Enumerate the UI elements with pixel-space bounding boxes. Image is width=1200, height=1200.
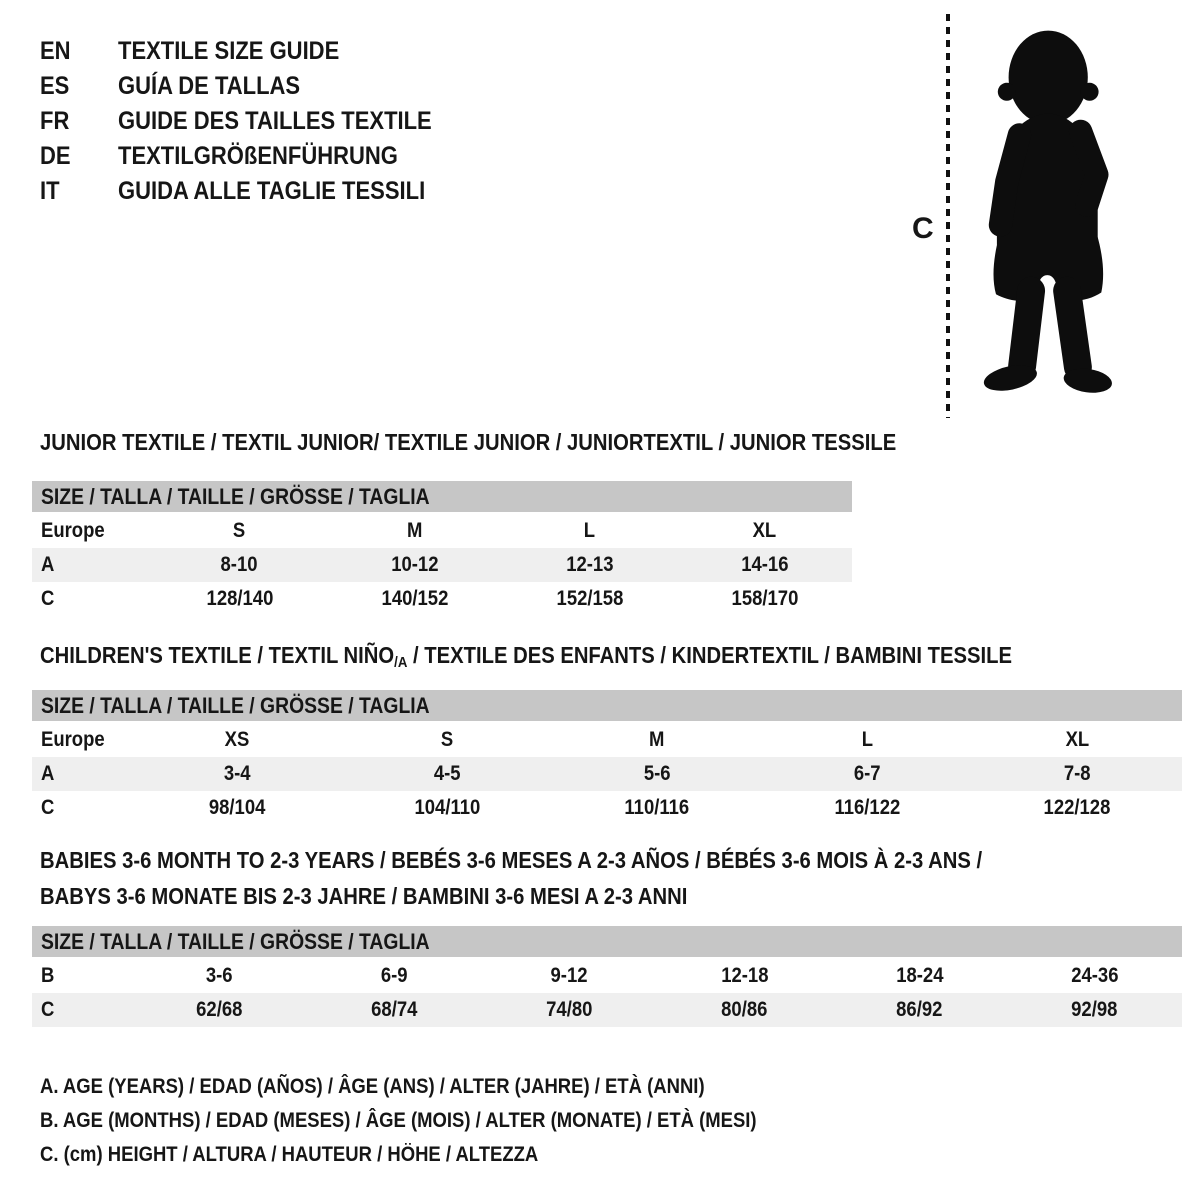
nino-a-subscript: /A (394, 654, 408, 671)
size-cell: M (406, 519, 423, 542)
language-code: IT (40, 177, 60, 205)
size-cell: S (440, 728, 454, 751)
size-cell: XL (752, 519, 777, 542)
value-cell: 74/80 (546, 998, 593, 1021)
value-cell: 122/128 (1043, 796, 1111, 819)
language-code: FR (40, 107, 70, 135)
size-table-header: SIZE / TALLA / TAILLE / GRÖSSE / TAGLIA (32, 926, 1182, 957)
table-row-height (32, 791, 1182, 825)
value-cell: 4-5 (433, 762, 461, 785)
value-cell: 92/98 (1071, 998, 1118, 1021)
language-row-it (40, 174, 475, 209)
value-cell: 3-6 (206, 964, 233, 987)
value-cell: 104/110 (414, 796, 480, 819)
value-cell: 9-12 (551, 964, 588, 987)
table-row-europe (32, 514, 852, 548)
value-cell: 158/170 (731, 587, 798, 610)
language-label: GUÍA DE TALLAS (118, 72, 301, 100)
row-label-cell: C (41, 796, 55, 819)
value-cell: 7-8 (1063, 762, 1091, 785)
children-size-table (32, 690, 1182, 825)
table-row-height (32, 582, 852, 616)
value-cell: 14-16 (740, 553, 789, 576)
table-row-age (32, 548, 852, 582)
row-label-cell: A (41, 762, 55, 785)
size-cell: M (649, 728, 665, 751)
value-cell: 152/158 (556, 587, 623, 610)
value-cell: 3-4 (223, 762, 251, 785)
size-cell: L (861, 728, 873, 751)
language-row-fr (40, 104, 475, 139)
language-list (40, 34, 475, 209)
legend-item-b: B. AGE (MONTHS) / EDAD (MESES) / ÂGE (MOIS) / ALTER (MONATE) / ETÀ (MESI) (40, 1109, 757, 1132)
language-code: DE (40, 142, 71, 170)
value-cell: 24-36 (1070, 964, 1119, 987)
value-cell: 86/92 (896, 998, 943, 1021)
language-code: ES (40, 72, 70, 100)
measure-label-c: C (912, 212, 934, 245)
language-code: EN (40, 37, 71, 65)
value-cell: 80/86 (721, 998, 768, 1021)
value-cell: 8-10 (221, 553, 258, 576)
babies-size-table (32, 926, 1182, 1027)
row-label-cell: A (41, 553, 55, 576)
value-cell: 68/74 (371, 998, 418, 1021)
size-cell: XS (224, 728, 250, 751)
language-label: TEXTILGRÖßENFÜHRUNG (118, 142, 398, 170)
junior-size-table (32, 481, 852, 616)
value-cell: 18-24 (895, 964, 944, 987)
language-label: TEXTILE SIZE GUIDE (118, 37, 340, 65)
size-cell: S (233, 519, 246, 542)
table-row-height (32, 993, 1182, 1027)
value-cell: 110/116 (624, 796, 690, 819)
value-cell: 10-12 (390, 553, 439, 576)
row-label-cell: Europe (41, 519, 105, 542)
babies-section-title-line1: BABIES 3-6 MONTH TO 2-3 YEARS / BEBÉS 3-6 MESES A 2-3 AÑOS / BÉBÉS 3-6 MOIS À 2-3 ANS / (40, 847, 983, 873)
value-cell: 116/122 (834, 796, 900, 819)
language-label: GUIDE DES TAILLES TEXTILE (118, 107, 432, 135)
language-row-en (40, 34, 475, 69)
height-measure-dashed-line (946, 14, 950, 418)
row-label-cell: B (41, 964, 55, 987)
language-label: GUIDA ALLE TAGLIE TESSILI (118, 177, 426, 205)
language-row-de (40, 139, 475, 174)
value-cell: 62/68 (196, 998, 243, 1021)
legend (40, 1070, 854, 1172)
value-cell: 6-9 (381, 964, 408, 987)
value-cell: 6-7 (853, 762, 881, 785)
table-row-age (32, 757, 1182, 791)
value-cell: 12-18 (720, 964, 769, 987)
toddler-silhouette-icon (960, 14, 1140, 418)
value-cell: 12-13 (565, 553, 614, 576)
value-cell: 98/104 (208, 796, 266, 819)
table-row-europe (32, 723, 1182, 757)
value-cell: 140/152 (381, 587, 448, 610)
row-label-cell: C (41, 998, 55, 1021)
babies-section-title-line2: BABYS 3-6 MONATE BIS 2-3 JAHRE / BAMBINI 3-6 MESI A 2-3 ANNI (40, 883, 688, 909)
legend-item-c: C. (cm) HEIGHT / ALTURA / HAUTEUR / HÖHE / ALTEZZA (40, 1143, 539, 1166)
size-table-header: SIZE / TALLA / TAILLE / GRÖSSE / TAGLIA (32, 690, 1182, 721)
table-row-months (32, 959, 1182, 993)
value-cell: 5-6 (643, 762, 671, 785)
row-label-cell: Europe (41, 728, 105, 751)
size-cell: XL (1065, 728, 1089, 751)
value-cell: 128/140 (206, 587, 273, 610)
legend-item-a: A. AGE (YEARS) / EDAD (AÑOS) / ÂGE (ANS) / ALTER (JAHRE) / ETÀ (ANNI) (40, 1075, 705, 1098)
row-label-cell: C (41, 587, 55, 610)
junior-section-title: JUNIOR TEXTILE / TEXTIL JUNIOR/ TEXTILE JUNIOR / JUNIORTEXTIL / JUNIOR TESSILE (40, 429, 897, 455)
children-section-title: CHILDREN'S TEXTILE / TEXTIL NIÑO/A / TEXTILE DES ENFANTS / KINDERTEXTIL / BAMBINI TESSILE (40, 642, 1013, 671)
size-cell: L (583, 519, 596, 542)
size-table-header: SIZE / TALLA / TAILLE / GRÖSSE / TAGLIA (32, 481, 852, 512)
language-row-es (40, 69, 475, 104)
